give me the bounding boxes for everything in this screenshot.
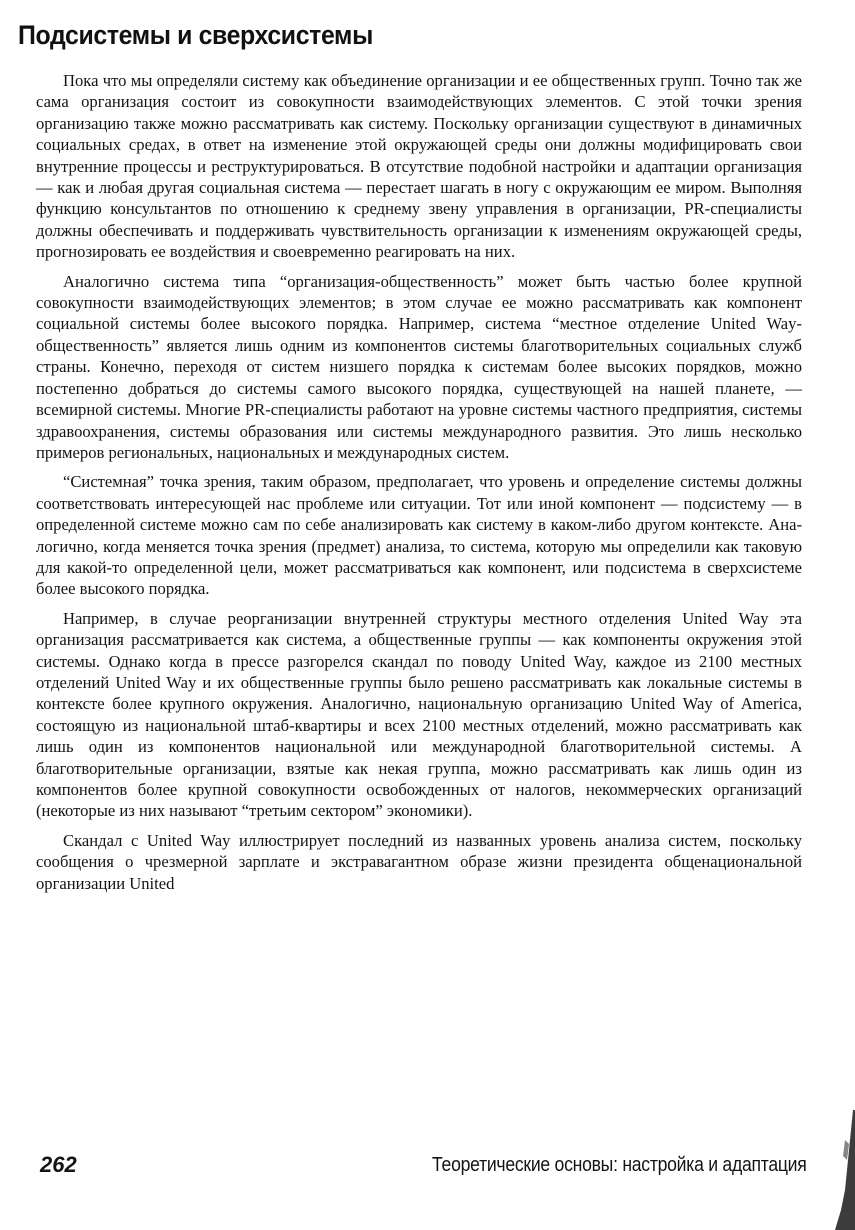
paragraph: Аналогично система типа “организация-общественность” может быть частью более крупной совокупности взаимодействующих элементов; в этом случае ее можно рассматривать как компонент социальной системы более высокого порядка. Например, система “местное отделение United Way-общественность” является лишь одним из компонентов системы благотворительных социальных служб страны. Конечно, переходя от систем низшего порядка к системам более высоких порядков, можно постепенно добраться до системы самого высокого порядка, существующей на нашей планете, — всемирной системы. Многие PR-специалисты работают на уровне системы частного предприятия, системы здравоохранения, системы образования или системы международного развития. Это лишь несколько примеров региональных, национальных и международных систем. — [36, 271, 802, 462]
scan-edge-shadow — [827, 1110, 855, 1230]
running-head: Теоретические основы: настройка и адаптация — [432, 1154, 807, 1176]
page-footer — [40, 1148, 807, 1182]
paragraph: Например, в случае реорганизации внутренней структуры местного отделения United Way эта организация рассматривается как система, а общественные группы — как компоненты окружения этой системы. Однако когда в прессе разгорелся скандал по поводу United Way, каждое из 2100 местных отделений United Way и их общественные группы было решено рассматривать как локальные системы в контексте более крупного окружения. Аналогично, национальную организацию United Way of America, состоящую из национальной штаб-квартиры и всех 2100 местных отделений, можно рассматривать как лишь один из компонентов национальной или международной благотворительной системы. А благотворительные организации, взятые как некая группа, можно рассматривать как лишь один из компонентов более крупной совокупности освобожденных от налогов, некоммерческих организаций (некоторые из них называют “третьим сектором” экономики). — [36, 608, 802, 821]
section-heading: Подсистемы и сверхсистемы — [18, 20, 373, 50]
paragraph: Скандал с United Way иллюстрирует последний из названных уровень анализа систем, поскольку сообщения о чрезмерной зарплате и экстравагантном образе жизни президента общенациональной организации United — [36, 830, 802, 893]
body-text — [36, 70, 802, 902]
page-number: 262 — [40, 1152, 77, 1177]
paragraph: Пока что мы определяли систему как объединение организации и ее общественных групп. Точно так же сама организация состоит из совокупности взаимодействующих элементов. С этой точки зрения организацию также можно рассматривать как систему. Поскольку организации существуют в динамичных социальных средах, в ответ на изменение этой окружающей среды они должны модифицировать свои внутренние процессы и реструктурироваться. В отсутствие подобной настройки и адаптации организация — как и любая другая социальная система — перестает шагать в ногу с окружающим ее миром. Выполняя функцию консультантов по отношению к среднему звену управления в организации, PR-специалисты должны обеспечивать и поддерживать чувствительность организации к изменениям окружающей среды, прогнозировать ее воздействия и своевременно реагировать на них. — [36, 71, 802, 262]
paragraph: “Системная” точка зрения, таким образом, предполагает, что уровень и определение системы должны соответствовать интересующей нас проблеме или ситуации. Тот или иной компонент — подсистему — в определенной системе можно сам по себе анализировать как систему в каком-либо другом контексте. Аналогично, когда меняется точка зрения (предмет) анализа, то система, которую мы определили как таковую для какой-то определенной цели, может рассматриваться как компонент, или подсистема в сверхсистеме более высокого порядка. — [36, 472, 802, 599]
